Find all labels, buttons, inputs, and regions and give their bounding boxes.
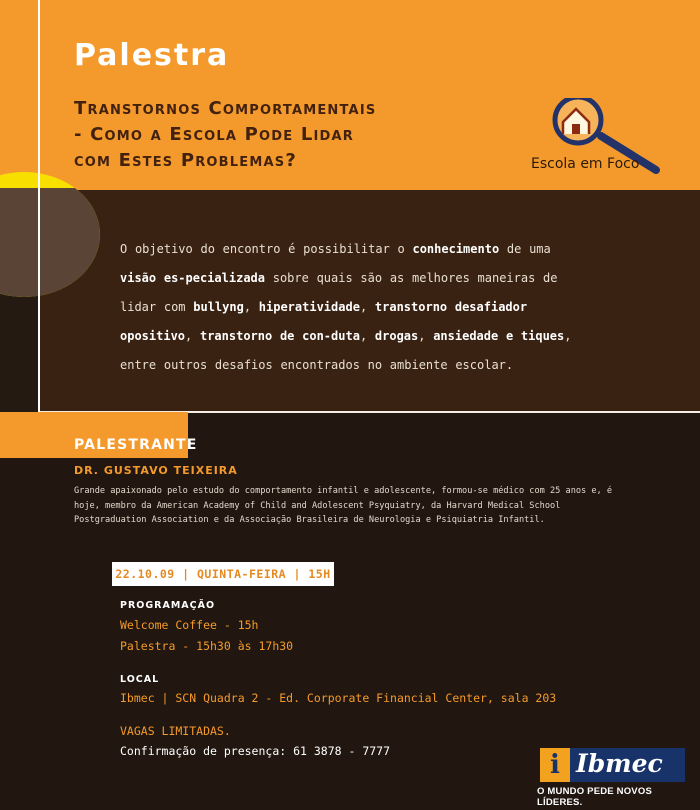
subtitle-line: com Estes Problemas?	[74, 150, 297, 171]
ibmec-logo-letter: i	[550, 750, 560, 780]
subtitle-line: Transtornos Comportamentais	[74, 98, 377, 119]
confirmation-contact: Confirmação de presença: 61 3878 - 7777	[120, 744, 391, 758]
event-description: O objetivo do encontro é possibilitar o conhecimento de uma visão es-pecializada sobre quais são as melhores maneiras de lidar com bullyng, hiperatividade, transtorno desafiador opositivo, transtorno de con-duta, drogas, ansiedade e tiques, entre outros desafios encontrados no ambiente escolar.	[120, 242, 572, 372]
speaker-bio: Grande apaixonado pelo estudo do comportamento infantil e adolescente, formou-se médico com 25 anos e, é hoje, membro da American Academy of Child and Adolescent Psyquiatry, da Harvard Medical School Postgraduation Association e da Associação Brasileira de Neurologia e Psiquiatria Infantil.	[74, 486, 613, 525]
vertical-rule	[38, 0, 40, 412]
talk-subtitle	[74, 96, 377, 174]
subtitle-line: - Como a Escola Pode Lidar	[74, 124, 354, 145]
event-date-badge: 22.10.09 | QUINTA-FEIRA | 15H	[112, 562, 334, 586]
local-address: Ibmec | SCN Quadra 2 - Ed. Corporate Financial Center, sala 203	[120, 691, 557, 705]
program-item: Welcome Coffee - 15h	[120, 618, 259, 632]
limited-seats: VAGAS LIMITADAS.	[120, 724, 231, 738]
speaker-name: DR. GUSTAVO TEIXEIRA	[74, 464, 238, 477]
logo-text: Escola em Foco	[531, 156, 640, 172]
speaker-section-label: PALESTRANTE	[74, 437, 198, 453]
program-label: PROGRAMAÇÃO	[120, 600, 216, 611]
page-title: Palestra	[74, 38, 230, 73]
program-item: Palestra - 15h30 às 17h30	[120, 639, 294, 653]
ibmec-logo-word: Ibmec	[576, 749, 663, 778]
ibmec-tagline: O MUNDO PEDE NOVOS LÍDERES.	[537, 786, 652, 808]
local-label: LOCAL	[120, 674, 160, 685]
